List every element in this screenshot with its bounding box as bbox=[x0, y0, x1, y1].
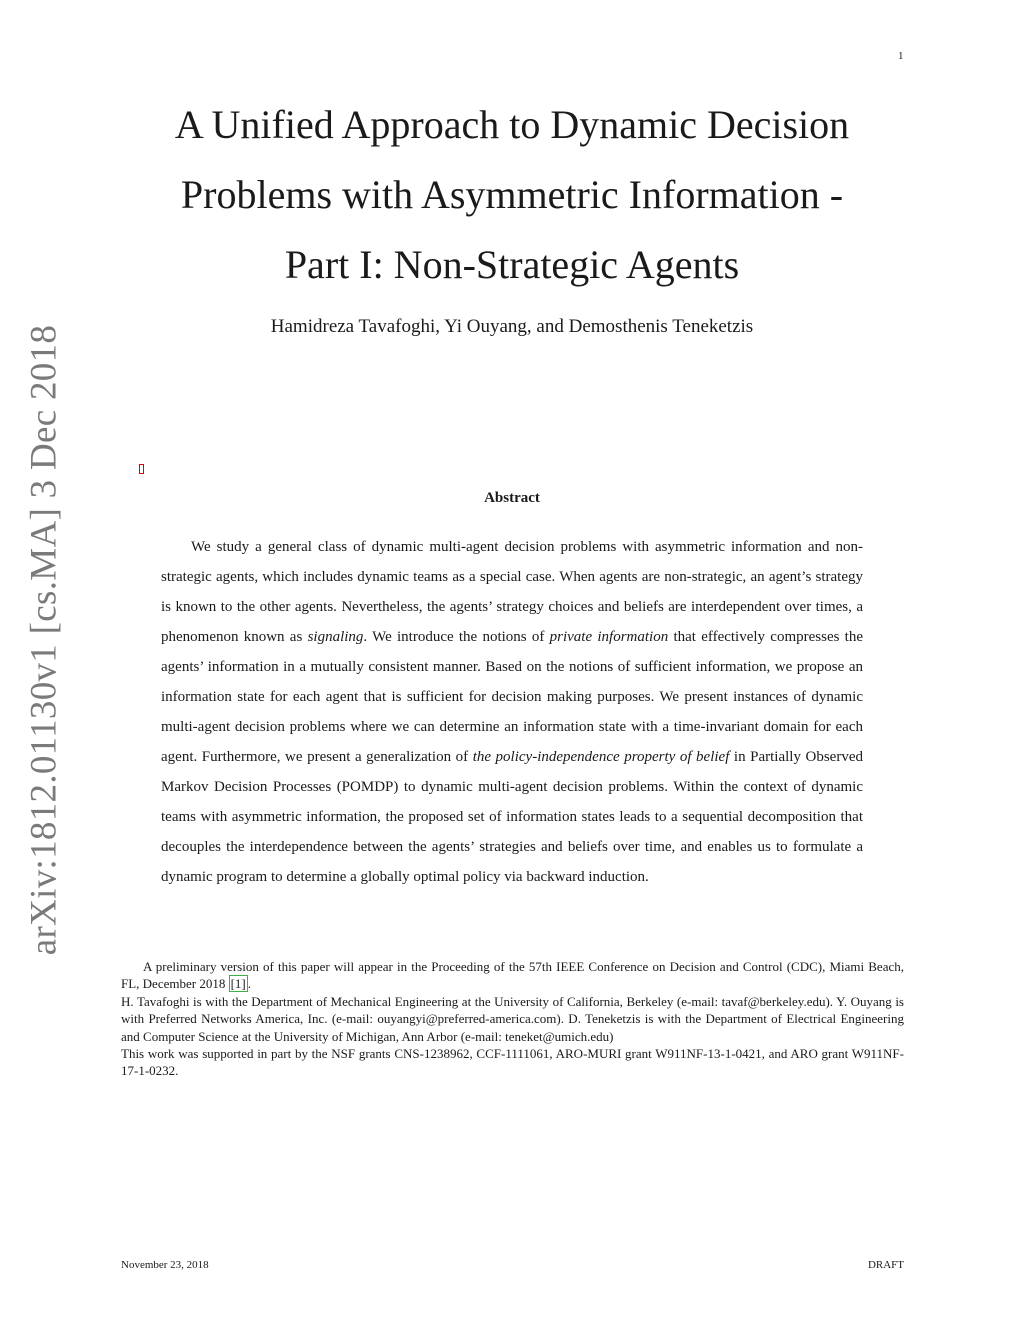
abstract-text-1: We study a general class of dynamic multi-agent decision problems with asymmetric information and non-strategic agents, which includes dynamic teams as a special case. When agents are non-strategic, an agent’s strategy is known to the other agents. Nevertheless, the agents’ strategy choices and beliefs are interdependent over times, a phenomenon known as bbox=[161, 539, 863, 645]
citation-link[interactable]: [1] bbox=[230, 976, 246, 992]
footer-draft-label: DRAFT bbox=[867, 1259, 904, 1271]
footnote-funding: This work was supported in part by the NSF grants CNS-1238962, CCF-1111061, ARO-MURI grant W911NF-13-1-0421, and ARO grant W911NF-17-1-0232. bbox=[121, 1046, 904, 1079]
footnote-1-end: . bbox=[247, 976, 252, 992]
title-line-3: Part I: Non-Strategic Agents bbox=[284, 242, 740, 287]
footnote-1-text: A preliminary version of this paper will appear in the Proceeding of the 57th IEEE Conference on Decision and Control (CDC), Miami Beach, FL, December 2018 bbox=[121, 959, 904, 992]
footnote-preliminary-version bbox=[121, 958, 904, 993]
abstract-body bbox=[161, 532, 863, 892]
abstract-heading: Abstract bbox=[484, 490, 540, 506]
hyperlink-marker bbox=[139, 464, 144, 474]
abstract-text-4: in Partially Observed Markov Decision Processes (POMDP) to dynamic multi-agent decision problems. Within the context of dynamic teams with asymmetric information, the proposed set of information states leads to a sequential decomposition that decouples the interdependence between the agents’ strategies and beliefs over time, and enables us to formulate a dynamic program to determine a globally optimal policy via backward induction. bbox=[161, 749, 863, 885]
footnotes bbox=[121, 958, 904, 1080]
abstract-text-3: that effectively compresses the agents’ information in a mutually consistent manner. Based on the notions of sufficient information, we propose an information state for each agent that is sufficient for decision making purposes. We present instances of dynamic multi-agent decision problems where we can determine an information state with a time-invariant domain for each agent. Furthermore, we present a generalization of bbox=[161, 629, 864, 765]
title-line-1: A Unified Approach to Dynamic Decision bbox=[174, 102, 850, 147]
abstract-emphasis-policy-independence: the policy-independence property of belief bbox=[472, 749, 730, 765]
footnote-affiliations: H. Tavafoghi is with the Department of Mechanical Engineering at the University of California, Berkeley (e-mail: tavaf@berkeley.edu). Y. Ouyang is with Preferred Networks America, Inc. (e-mail: ouyangyi@preferred-america.com). D. Teneketzis is with the Department of Electrical Engineering and Computer Science at the University of Michigan, Ann Arbor (e-mail: teneket@umich.edu) bbox=[121, 993, 904, 1044]
footer-date: November 23, 2018 bbox=[121, 1259, 209, 1271]
title-line-2: Problems with Asymmetric Information - bbox=[180, 172, 844, 217]
abstract-text-2: . We introduce the notions of bbox=[363, 629, 550, 645]
abstract-emphasis-private-information: private information bbox=[549, 629, 669, 645]
author-list: Hamidreza Tavafoghi, Yi Ouyang, and Demosthenis Teneketzis bbox=[270, 316, 754, 337]
abstract-emphasis-signaling: signaling bbox=[307, 629, 364, 645]
paper-title bbox=[112, 90, 912, 300]
page-number: 1 bbox=[898, 50, 904, 62]
arxiv-identifier-stamp: arXiv:1812.01130v1 [cs.MA] 3 Dec 2018 bbox=[23, 324, 65, 956]
